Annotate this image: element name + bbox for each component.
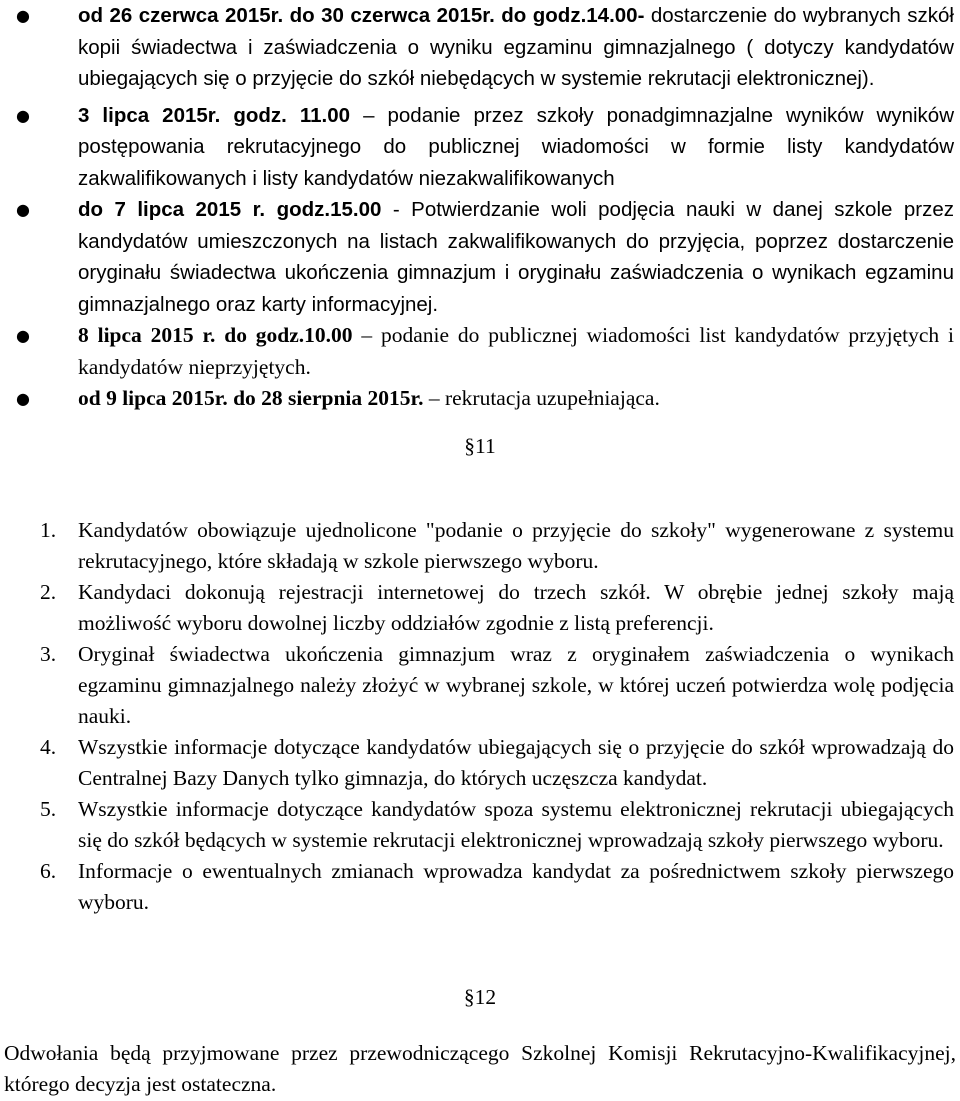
bullet-text: – podanie przez szkoły ponadgimnazjalne wyników wyników postępowania rekrutacyjnego do publicznej wiadomości w formie listy kandydatów zakwalifikowanych i listy kandydatów niezakwalifikowanych — [78, 103, 954, 190]
list-number: 1. — [40, 518, 57, 542]
bullet-date: od 26 czerwca 2015r. do 30 czerwca 2015r. do godz.14.00- — [78, 4, 645, 27]
closing-paragraph — [0, 1038, 960, 1100]
list-text: Kandydatów obowiązuje ujednolicone "podanie o przyjęcie do szkoły" wygenerowane z systemu rekrutacyjnego, które składają w szkole pierwszego wyboru. — [78, 518, 954, 573]
bullet-date: 8 lipca 2015 r. do godz.10.00 — [78, 323, 353, 347]
list-item — [0, 577, 960, 639]
list-item — [0, 856, 960, 918]
list-number: 6. — [40, 859, 57, 883]
numbered-list — [0, 515, 960, 918]
list-text: Oryginał świadectwa ukończenia gimnazjum wraz z oryginałem zaświadczenia o wynikach egzaminu gimnazjalnego należy złożyć w wybranej szkole, w której uczeń potwierdza wolę podjęcia nauki. — [78, 642, 954, 728]
section-label: §11 — [464, 434, 496, 458]
list-number: 4. — [40, 735, 57, 759]
bullet-dot-icon: ● — [16, 200, 30, 219]
bullet-dot-icon: ● — [16, 105, 30, 125]
bullet-dot-icon: ● — [16, 326, 30, 345]
bullet-dot-icon: ● — [16, 389, 30, 408]
section-label: §12 — [463, 985, 497, 1009]
bullet-text: - Potwierdzanie woli podjęcia nauki w danej szkole przez kandydatów umieszczonych na listach zakwalifikowanych do przyjęcia, poprzez dostarczenie oryginału świadectwa ukończenia gimnazjum i oryginału zaświadczenia o wynikach egzaminu gimnazjalnego oraz karty informacyjnej. — [78, 198, 954, 316]
list-number: 5. — [40, 797, 57, 821]
bullet-date: od 9 lipca 2015r. do 28 sierpnia 2015r. — [78, 386, 424, 410]
list-number: 2. — [40, 580, 57, 604]
bullet-item — [0, 320, 960, 383]
section-heading-11 — [0, 432, 960, 460]
bullet-date: do 7 lipca 2015 r. godz.15.00 — [78, 198, 382, 221]
bullet-item — [0, 100, 960, 195]
list-item — [0, 794, 960, 856]
bullet-text: dostarczenie do wybranych szkół kopii świadectwa i zaświadczenia o wyniku egzaminu gimnazjalnego ( dotyczy kandydatów ubiegających się o przyjęcie do szkół niebędących w systemie rekrutacji elektronicznej). — [78, 4, 954, 90]
list-item — [0, 639, 960, 732]
closing-text: Odwołania będą przyjmowane przez przewodniczącego Szkolnej Komisji Rekrutacyjno-Kwalifikacyjnej, którego decyzja jest ostateczna. — [4, 1041, 956, 1096]
bullet-item — [0, 0, 960, 95]
list-text: Wszystkie informacje dotyczące kandydatów ubiegających się o przyjęcie do szkół wprowadzają do Centralnej Bazy Danych tylko gimnazja, do których uczęszcza kandydat. — [78, 735, 954, 790]
list-number: 3. — [40, 642, 57, 666]
list-text: Wszystkie informacje dotyczące kandydatów spoza systemu elektronicznej rekrutacji ubiegających się do szkół będących w systemie rekrutacji elektronicznej wprowadzają szkoły pierwszego wyboru. — [78, 797, 954, 852]
list-item — [0, 732, 960, 794]
bullet-text: – rekrutacja uzupełniająca. — [423, 386, 660, 410]
bullet-dot-icon: ● — [16, 6, 30, 25]
bullet-date: 3 lipca 2015r. godz. 11.00 — [78, 103, 351, 127]
bullet-item — [0, 194, 960, 320]
list-text: Informacje o ewentualnych zmianach wprowadza kandydat za pośrednictwem szkoły pierwszego wyboru. — [78, 859, 954, 914]
list-text: Kandydaci dokonują rejestracji internetowej do trzech szkół. W obrębie jednej szkoły mają możliwość wyboru dowolnej liczby oddziałów zgodnie z listą preferencji. — [78, 580, 954, 635]
bullet-item — [0, 383, 960, 415]
bullet-list — [0, 0, 960, 415]
section-heading-12 — [0, 983, 960, 1011]
list-item — [0, 515, 960, 577]
bullet-text: – podanie do publicznej wiadomości list kandydatów przyjętych i kandydatów nieprzyjętych. — [78, 323, 954, 379]
